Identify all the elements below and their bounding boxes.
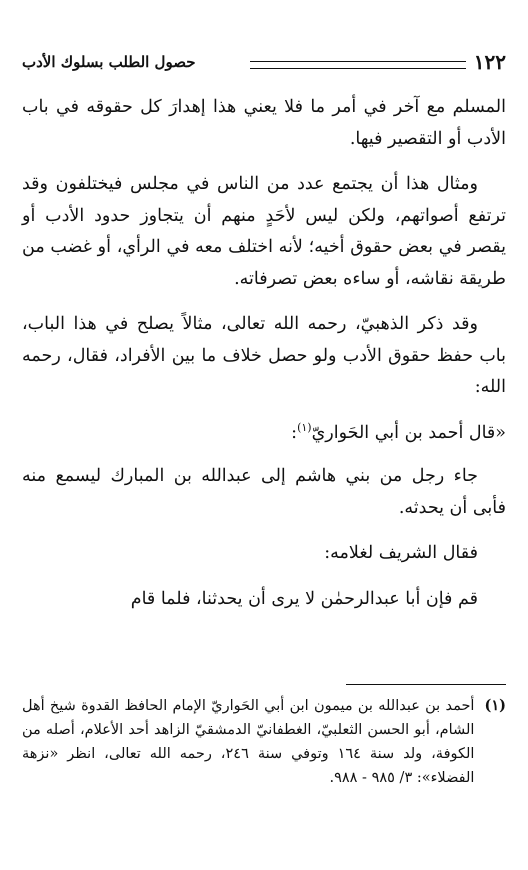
page-header <box>22 50 506 76</box>
paragraph-5: فقال الشريف لغلامه: <box>324 543 478 563</box>
paragraph-4: جاء رجل من بني هاشم إلى عبدالله بن المبارك ليسمع منه فأبى أن يحدثه. <box>22 466 506 518</box>
footnote-separator <box>346 684 506 685</box>
paragraph-6: قم فإن أبا عبدالرحمٰن لا يرى أن يحدثنا، فلما قام <box>130 588 478 609</box>
footnote-text: أحمد بن عبدالله بن ميمون ابن أبي الحَواريّ الإمام الحافظ القدوة شيخ أهل الشام، أبو الحسن الثعلبيّ، الغطفانيّ الدمشقيّ الزاهد أحد الأعلام، أصله من الكوفة، ولد سنة ١٦٤ وتوفي سنة ٢٤٦، رحمه الله تعالى، انظر «نزهة الفضلاء»: ٣/ ٩٨٥ - ٩٨٨. <box>22 698 475 786</box>
page-number: ١٢٢ <box>473 50 506 74</box>
paragraph-2: ومثال هذا أن يجتمع عدد من الناس في مجلس فيختلفون وقد ترتفع أصواتهم، ولكن ليس لأحَدٍ منهم أن يتجاوز حدود الأدب أو يقصر في بعض حقوق أخيه؛ لأنه اختلف معه في الرأي، أو غضب من طريقة نقاشه، أو ساءه بعض تصرفاته. <box>22 174 506 289</box>
paragraph-1: المسلم مع آخر في أمر ما فلا يعني هذا إهدارَ كل حقوقه في باب الأدب أو التقصير فيها. <box>22 97 506 149</box>
running-title: حصول الطلب بسلوك الأدب <box>22 53 196 71</box>
quote-heading-colon: : <box>291 422 298 443</box>
quote-heading-text: «قال أحمد بن أبي الحَواريّ <box>311 422 506 443</box>
footnote <box>22 694 506 790</box>
quote-heading <box>22 418 506 450</box>
footnote-reference: (١) <box>297 420 312 434</box>
footnote-marker: (١) <box>484 697 506 714</box>
body-text <box>22 92 506 629</box>
header-double-rule <box>250 61 466 69</box>
paragraph-3: وقد ذكر الذهبيّ، رحمه الله تعالى، مثالاً يصلح في هذا الباب، باب حفظ حقوق الأدب ولو حصل خلاف ما بين الأفراد، فقال، رحمه الله: <box>22 314 506 397</box>
